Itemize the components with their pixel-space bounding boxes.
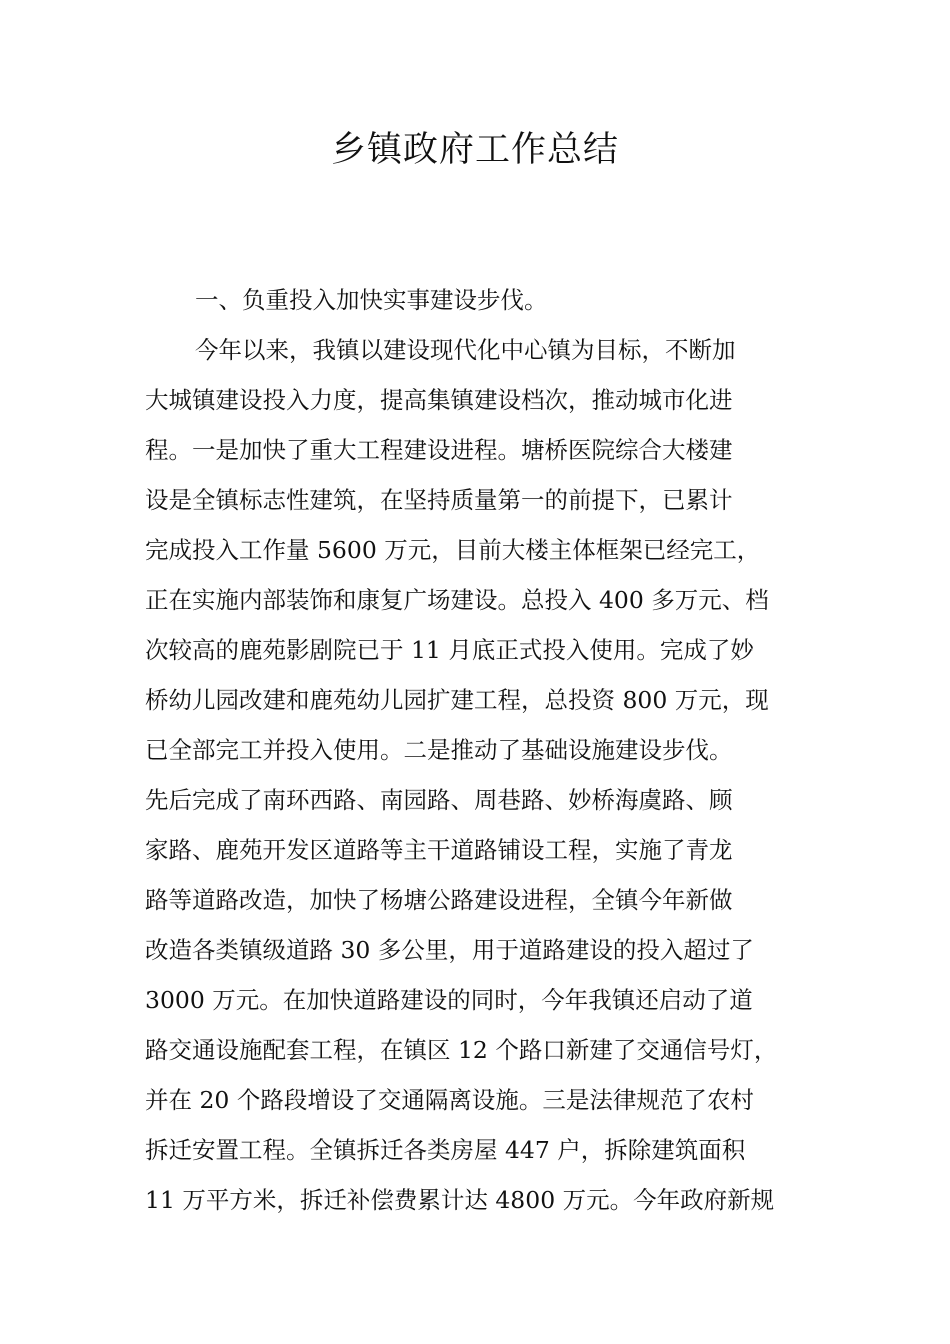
- paragraph-line: 路等道路改造，加快了杨塘公路建设进程，全镇今年新做: [145, 886, 733, 914]
- paragraph-line: 家路、鹿苑开发区道路等主干道路铺设工程，实施了青龙: [145, 836, 733, 864]
- paragraph-line: 次较高的鹿苑影剧院已于 11 月底正式投入使用。完成了妙: [145, 636, 754, 664]
- paragraph-line: 拆迁安置工程。全镇拆迁各类房屋 447 户，拆除建筑面积: [145, 1136, 746, 1164]
- paragraph-line: 先后完成了南环西路、南园路、周巷路、妙桥海虞路、顾: [145, 786, 733, 814]
- paragraph-line: 今年以来，我镇以建设现代化中心镇为目标，不断加: [195, 336, 736, 364]
- paragraph-line: 正在实施内部装饰和康复广场建设。总投入 400 多万元、档: [145, 586, 769, 614]
- document-title: 乡镇政府工作总结: [330, 130, 619, 170]
- paragraph-line: 完成投入工作量 5600 万元，目前大楼主体框架已经完工，: [145, 536, 761, 564]
- paragraph-line: 改造各类镇级道路 30 多公里，用于道路建设的投入超过了: [145, 936, 754, 964]
- paragraph-line: 大城镇建设投入力度，提高集镇建设档次，推动城市化进: [145, 386, 733, 414]
- section-heading: 一、负重投入加快实事建设步伐。: [195, 286, 548, 314]
- paragraph-line: 11 万平方米，拆迁补偿费累计达 4800 万元。今年政府新规: [145, 1186, 775, 1214]
- paragraph-line: 路交通设施配套工程，在镇区 12 个路口新建了交通信号灯，: [145, 1036, 778, 1064]
- paragraph-line: 桥幼儿园改建和鹿苑幼儿园扩建工程，总投资 800 万元，现: [145, 686, 769, 714]
- paragraph-line: 3000 万元。在加快道路建设的同时，今年我镇还启动了道: [145, 986, 753, 1014]
- paragraph-line: 设是全镇标志性建筑，在坚持质量第一的前提下，已累计: [145, 486, 733, 514]
- paragraph-line: 并在 20 个路段增设了交通隔离设施。三是法律规范了农村: [145, 1086, 754, 1114]
- document-body: [145, 275, 815, 1225]
- paragraph-line: 已全部完工并投入使用。二是推动了基础设施建设步伐。: [145, 736, 733, 764]
- paragraph-line: 程。一是加快了重大工程建设进程。塘桥医院综合大楼建: [145, 436, 733, 464]
